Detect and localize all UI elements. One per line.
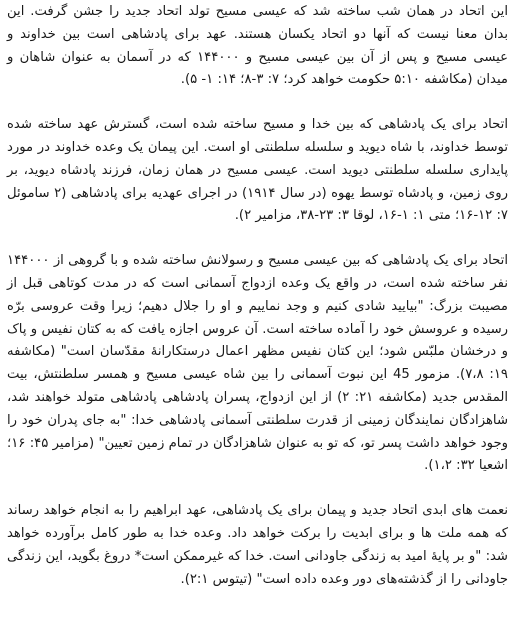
paragraph-kingdom-covenant: اتحاد برای یک پادشاهی که بین عیسی مسیح و رسولانش ساخته شده و با گروهی از ۱۴۴۰۰۰ نفر ساخته شده است، در واقع یک وعده ازدواج آسمانی است که در مدت کوتاهی قبل از مصیبت بزرگ: "بیایید شادی کنیم و وجد نماییم و او را جلال دهیم؛ زیرا وقت عروسی برّه رسیده و عروسش خود را آماده ساخته است. آن عروس اجازه یافت که به کتان نفیس و پاک و درخشان ملبّس شود؛ این کتان نفیس مظهر اعمال درستکارانهٔ مقدّسان است" (مکاشفه ۱۹: ۷،۸). مزمور 45 این نبوت آسمانی را بین شاه عیسی مسیح و همسر سلطنتش، بیت المقدس جدید (مکاشفه ۲۱: ۲) از این ازدواج، پسران پادشاهی پادشاهی متولد خواهند شد، شاهزادگان نمایندگان زمینی از قدرت سلطنتی آسمانی پادشاهی خدا: "به جای پدران خود را وجود خواهد داشت پسر تو، که تو به عنوان شاهزادگان در تمام زمین تعیین" (مزامیر ۴۵: ۱۶؛ اشعیا ۳۲: ۱،۲).	[7, 253, 509, 474]
paragraph-new-covenant: این اتحاد در همان شب ساخته شد که عیسی مسیح تولد اتحاد جدید را جشن گرفت. این بدان معنا نیست که آنها دو اتحاد یکسان هستند. عهد برای پادشاهی است بین خداوند و عیسی مسیح و پس از آن بین عیسی مسیح و ۱۴۴۰۰۰ که در آسمان به عنوان شاهان و میدان (مکاشفه ۵:۱۰ حکومت خواهد کرد؛ ۷: ۳-۸؛ ۱۴: ۱- ۵).	[7, 4, 508, 88]
paragraph-david-covenant: اتحاد برای یک پادشاهی که بین خدا و مسیح ساخته شده است، گسترش عهد ساخته شده توسط خداوند، با شاه دیوید و سلسله سلطنتی او است. این پیمان یک وعده خداوند در مورد پایداری سلسله سلطنتی دیوید است. عیسی مسیح در همان زمان، فرزند پادشاه دیوید، بر روی زمین، و پادشاه توسط یهوه (در سال ۱۹۱۴) در اجرای عهدیه برای پادشاهی (۲ ساموئل ۷: ۱۲-۱۶؛ متی ۱: ۱-۱۶، لوقا ۳: ۲۳-۳۸، مزامیر ۲).	[7, 117, 508, 224]
paragraph-eternal-blessings: نعمت های ابدی اتحاد جدید و پیمان برای یک پادشاهی، عهد ابراهیم را به انجام خواهد رساند که همه ملت ها و برای ابدیت را برکت خواهد داد. وعده خدا به طور کامل برآورده خواهد شد: "و بر پایهٔ امید به زندگی جاودانی است. خدا که غیرممکن است* دروغ بگوید، این زندگی جاودانی را از گذشته‌های دور وعده داده است" (تیتوس ۲:۱).	[7, 503, 508, 587]
